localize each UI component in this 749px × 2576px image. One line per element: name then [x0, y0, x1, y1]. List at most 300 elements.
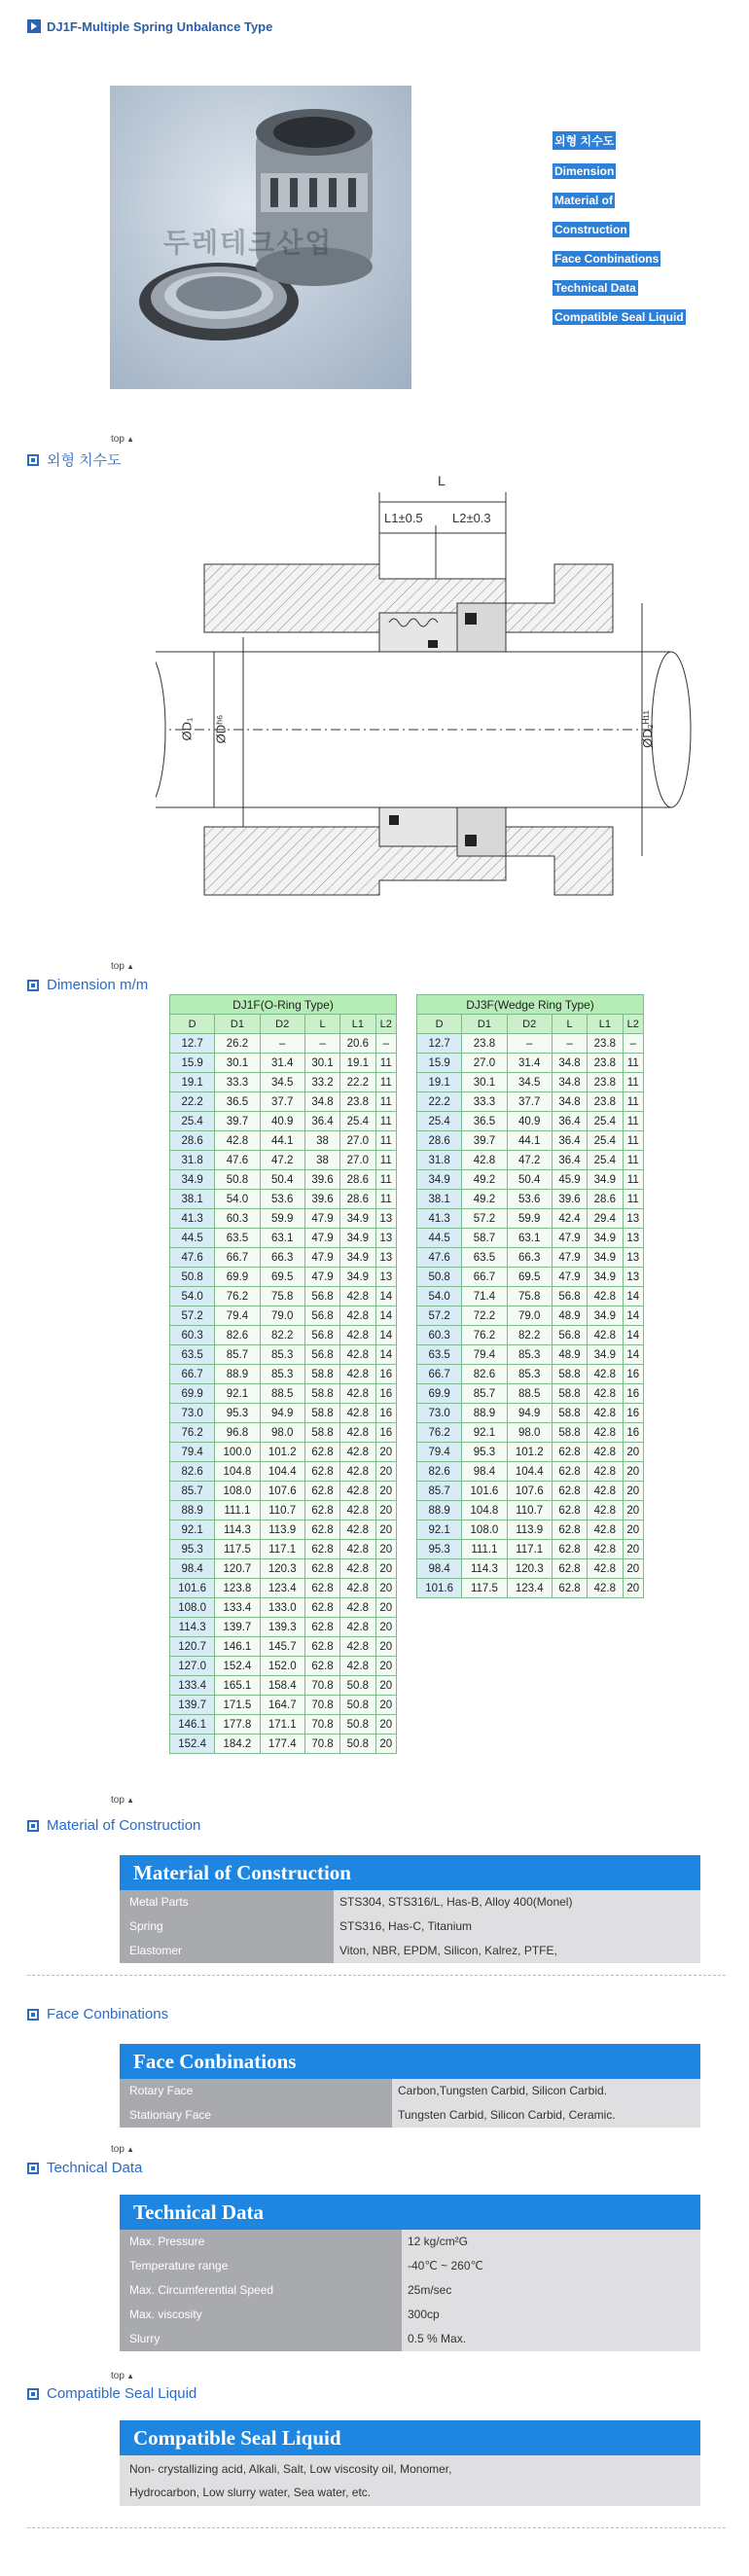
table-cell: 92.1 [215, 1384, 260, 1404]
table-cell: 42.8 [588, 1462, 623, 1482]
table-cell: 34.9 [588, 1345, 623, 1365]
hero-nav [553, 131, 686, 339]
table-cell: 23.8 [588, 1073, 623, 1092]
column-header: D [417, 1015, 462, 1034]
table-cell: 72.2 [462, 1306, 507, 1326]
table-cell: 42.8 [340, 1579, 375, 1598]
table-cell: 42.8 [340, 1501, 375, 1521]
link-construction[interactable]: Construction [554, 223, 627, 236]
table-cell: 50.8 [340, 1715, 375, 1735]
table-cell: – [552, 1034, 587, 1054]
table-cell: 11 [623, 1170, 643, 1190]
section-icon [27, 2388, 39, 2400]
table-cell: 76.2 [417, 1423, 462, 1443]
table-cell: – [375, 1034, 396, 1054]
table-cell: 23.8 [588, 1054, 623, 1073]
table-cell: 28.6 [588, 1190, 623, 1209]
table-cell: 42.8 [588, 1326, 623, 1345]
table-cell: 123.4 [507, 1579, 552, 1598]
table-cell: 11 [375, 1073, 396, 1092]
table-cell: 42.8 [340, 1618, 375, 1637]
table-cell: 42.8 [588, 1423, 623, 1443]
table-cell: 62.8 [304, 1501, 339, 1521]
column-header: D1 [215, 1015, 260, 1034]
table-row [170, 1423, 397, 1443]
table-cell: 177.8 [215, 1715, 260, 1735]
table-cell: 13 [623, 1248, 643, 1268]
table-cell: 127.0 [170, 1657, 215, 1676]
table-row [170, 1112, 397, 1131]
table-cell: 104.8 [215, 1462, 260, 1482]
table-cell: 47.9 [304, 1268, 339, 1287]
table-cell: 104.8 [462, 1501, 507, 1521]
table-cell: 20 [375, 1598, 396, 1618]
table-cell: – [260, 1034, 304, 1054]
table-cell: 82.6 [417, 1462, 462, 1482]
table-cell: 42.8 [588, 1404, 623, 1423]
table-cell: 11 [623, 1054, 643, 1073]
table-cell: 41.3 [417, 1209, 462, 1229]
table-cell: 73.0 [417, 1404, 462, 1423]
table-cell: 62.8 [552, 1559, 587, 1579]
table-row [170, 1209, 397, 1229]
table-cell: 50.8 [215, 1170, 260, 1190]
spec-value: Viton, NBR, EPDM, Silicon, Kalrez, PTFE, [334, 1939, 700, 1963]
top-link[interactable]: top ▲ [111, 2371, 134, 2381]
table-cell: 20 [375, 1462, 396, 1482]
table-cell: 25.4 [170, 1112, 215, 1131]
table-cell: 92.1 [462, 1423, 507, 1443]
section-title-material: Material of Construction [27, 1817, 200, 1834]
table-cell: 34.8 [552, 1073, 587, 1092]
table-cell: 25.4 [588, 1112, 623, 1131]
table-row [417, 1131, 644, 1151]
table-cell: 36.4 [552, 1131, 587, 1151]
column-header: L [304, 1015, 339, 1034]
table-cell: 11 [623, 1190, 643, 1209]
table-cell: 95.3 [170, 1540, 215, 1559]
table-cell: 48.9 [552, 1306, 587, 1326]
table-cell: 42.8 [340, 1598, 375, 1618]
table-cell: 30.1 [462, 1073, 507, 1092]
section-title-dimension: Dimension m/m [27, 977, 148, 993]
table-cell: 69.9 [417, 1384, 462, 1404]
table-cell: 152.4 [215, 1657, 260, 1676]
table-cell: 104.4 [260, 1462, 304, 1482]
table-cell: 47.9 [304, 1248, 339, 1268]
link-outline[interactable]: 외형 치수도 [553, 131, 616, 150]
table-cell: 36.5 [215, 1092, 260, 1112]
table-cell: 34.9 [340, 1248, 375, 1268]
table-cell: 20 [375, 1521, 396, 1540]
table-cell: 62.8 [552, 1521, 587, 1540]
table-cell: 16 [623, 1423, 643, 1443]
table-cell: 14 [623, 1306, 643, 1326]
table-row [170, 1248, 397, 1268]
table-cell: 63.5 [462, 1248, 507, 1268]
table-cell: 39.6 [552, 1190, 587, 1209]
face-heading: Face Conbinations [120, 2044, 700, 2079]
table-cell: 42.8 [340, 1482, 375, 1501]
table-cell: 152.4 [170, 1735, 215, 1754]
table-caption: DJ1F(O-Ring Type) [170, 995, 397, 1015]
page-title-bar [27, 18, 272, 35]
table-cell: 11 [623, 1151, 643, 1170]
table-row [170, 1345, 397, 1365]
table-row [170, 1521, 397, 1540]
table-cell: 36.5 [462, 1112, 507, 1131]
table-cell: 28.6 [340, 1190, 375, 1209]
table-cell: 108.0 [170, 1598, 215, 1618]
table-cell: 108.0 [462, 1521, 507, 1540]
table-cell: 82.6 [462, 1365, 507, 1384]
technical-heading: Technical Data [120, 2195, 700, 2230]
table-cell: 54.0 [417, 1287, 462, 1306]
table-cell: 47.9 [552, 1248, 587, 1268]
table-cell: 34.5 [260, 1073, 304, 1092]
table-cell: 33.2 [304, 1073, 339, 1092]
table-row [170, 1540, 397, 1559]
top-link[interactable]: top ▲ [111, 434, 134, 445]
spec-value: STS304, STS316/L, Has-B, Alloy 400(Monel) [334, 1890, 700, 1914]
table-row [170, 1676, 397, 1696]
table-cell: 11 [375, 1112, 396, 1131]
section-icon [27, 454, 39, 466]
table-cell: 63.5 [215, 1229, 260, 1248]
table-cell: 14 [623, 1287, 643, 1306]
spec-label: Slurry [120, 2327, 402, 2351]
table-cell: 60.3 [215, 1209, 260, 1229]
table-cell: 20.6 [340, 1034, 375, 1054]
table-cell: 16 [375, 1423, 396, 1443]
table-row [170, 1384, 397, 1404]
table-cell: 20 [375, 1618, 396, 1637]
table-cell: 75.8 [507, 1287, 552, 1306]
table-cell: 58.8 [304, 1423, 339, 1443]
table-cell: 42.8 [215, 1131, 260, 1151]
column-header: L1 [588, 1015, 623, 1034]
table-cell: 62.8 [304, 1462, 339, 1482]
table-row [170, 1092, 397, 1112]
table-cell: 34.8 [304, 1092, 339, 1112]
table-cell: 47.2 [260, 1151, 304, 1170]
table-row [417, 1054, 644, 1073]
table-cell: 42.8 [588, 1501, 623, 1521]
table-cell: 63.5 [417, 1345, 462, 1365]
table-cell: 12.7 [417, 1034, 462, 1054]
table-cell: 63.1 [507, 1229, 552, 1248]
liquid-box [120, 2420, 700, 2506]
table-cell: 145.7 [260, 1637, 304, 1657]
spec-value: 300cp [402, 2303, 700, 2327]
table-row [170, 1054, 397, 1073]
table-cell: 16 [623, 1384, 643, 1404]
table-row [170, 1637, 397, 1657]
spec-value: Tungsten Carbid, Silicon Carbid, Ceramic. [392, 2103, 700, 2128]
section-title-liquid: Compatible Seal Liquid [27, 2385, 196, 2402]
table-cell: 79.4 [417, 1443, 462, 1462]
top-link[interactable]: top ▲ [111, 2144, 134, 2155]
table-cell: 117.1 [260, 1540, 304, 1559]
table-cell: 20 [623, 1540, 643, 1559]
table-cell: 19.1 [417, 1073, 462, 1092]
liquid-line: Hydrocarbon, Low slurry water, Sea water, etc. [129, 2486, 372, 2499]
table-cell: 53.6 [507, 1190, 552, 1209]
table-cell: 20 [623, 1462, 643, 1482]
table-cell: 62.8 [304, 1540, 339, 1559]
table-cell: 62.8 [304, 1482, 339, 1501]
table-cell: 56.8 [304, 1306, 339, 1326]
table-row [170, 1034, 397, 1054]
table-cell: 146.1 [215, 1637, 260, 1657]
table-cell: 53.6 [260, 1190, 304, 1209]
table-cell: 100.0 [215, 1443, 260, 1462]
column-header: D2 [260, 1015, 304, 1034]
table-cell: 66.7 [215, 1248, 260, 1268]
table-cell: 20 [375, 1657, 396, 1676]
table-cell: 139.3 [260, 1618, 304, 1637]
table-cell: 59.9 [260, 1209, 304, 1229]
spec-row [120, 1939, 700, 1963]
table-cell: 22.2 [340, 1073, 375, 1092]
link-face[interactable]: Face Conbinations [554, 252, 660, 266]
spec-label: Spring [120, 1914, 334, 1939]
table-cell: 104.4 [507, 1462, 552, 1482]
link-technical[interactable]: Technical Data [554, 281, 636, 295]
table-cell: 82.2 [260, 1326, 304, 1345]
link-liquid[interactable]: Compatible Seal Liquid [554, 310, 684, 324]
table-cell: 12.7 [170, 1034, 215, 1054]
liquid-heading: Compatible Seal Liquid [120, 2420, 700, 2455]
table-cell: 57.2 [417, 1306, 462, 1326]
table-row [417, 1326, 644, 1345]
table-cell: 37.7 [260, 1092, 304, 1112]
table-row [417, 1092, 644, 1112]
table-row [170, 1306, 397, 1326]
table-cell: 107.6 [507, 1482, 552, 1501]
table-cell: 177.4 [260, 1735, 304, 1754]
table-cell: 36.4 [304, 1112, 339, 1131]
table-row [417, 1209, 644, 1229]
spec-value: -40℃ ~ 260℃ [402, 2254, 700, 2278]
table-row [417, 1151, 644, 1170]
table-cell: 63.1 [260, 1229, 304, 1248]
table-cell: 62.8 [304, 1598, 339, 1618]
table-cell: 62.8 [304, 1657, 339, 1676]
table-cell: 25.4 [340, 1112, 375, 1131]
table-cell: 42.8 [588, 1443, 623, 1462]
section-title-technical: Technical Data [27, 2160, 142, 2176]
spec-value: 25m/sec [402, 2278, 700, 2303]
table-cell: 113.9 [507, 1521, 552, 1540]
table-cell: 59.9 [507, 1209, 552, 1229]
table-cell: 85.3 [260, 1345, 304, 1365]
table-cell: 139.7 [170, 1696, 215, 1715]
table-cell: 42.8 [340, 1423, 375, 1443]
table-cell: 50.8 [417, 1268, 462, 1287]
table-cell: 25.4 [417, 1112, 462, 1131]
table-cell: 25.4 [588, 1151, 623, 1170]
spec-value: Carbon,Tungsten Carbid, Silicon Carbid. [392, 2079, 700, 2103]
spec-row [120, 2254, 700, 2278]
table-cell: 66.3 [507, 1248, 552, 1268]
table-cell: 47.9 [304, 1209, 339, 1229]
table-cell: 44.1 [507, 1131, 552, 1151]
table-row [417, 1423, 644, 1443]
table-row [170, 1579, 397, 1598]
table-cell: 85.7 [215, 1345, 260, 1365]
table-cell: 95.3 [462, 1443, 507, 1462]
spec-value: 12 kg/cm²G [402, 2230, 700, 2254]
table-row [417, 1170, 644, 1190]
table-cell: 42.8 [340, 1637, 375, 1657]
table-row [170, 1190, 397, 1209]
table-cell: 34.9 [340, 1229, 375, 1248]
table-cell: 23.8 [462, 1034, 507, 1054]
table-cell: 85.3 [507, 1365, 552, 1384]
table-cell: 123.4 [260, 1579, 304, 1598]
table-cell: 48.9 [552, 1345, 587, 1365]
table-cell: 66.7 [170, 1365, 215, 1384]
table-cell: 133.4 [215, 1598, 260, 1618]
table-row [170, 1268, 397, 1287]
table-cell: 50.8 [340, 1676, 375, 1696]
spec-label: Max. viscosity [120, 2303, 402, 2327]
table-cell: 62.8 [304, 1443, 339, 1462]
table-cell: 47.6 [417, 1248, 462, 1268]
table-cell: 62.8 [552, 1462, 587, 1482]
table-cell: 16 [623, 1365, 643, 1384]
table-cell: 98.0 [260, 1423, 304, 1443]
table-cell: 56.8 [304, 1287, 339, 1306]
table-row [417, 1345, 644, 1365]
spec-label: Temperature range [120, 2254, 402, 2278]
dim-label-D2: ØD₂ᴴ¹¹ [639, 710, 655, 748]
table-cell: 34.9 [588, 1170, 623, 1190]
table-cell: 79.4 [462, 1345, 507, 1365]
table-cell: 76.2 [462, 1326, 507, 1345]
table-cell: 42.8 [340, 1287, 375, 1306]
table-row [170, 1131, 397, 1151]
material-heading: Material of Construction [120, 1855, 700, 1890]
table-cell: 34.9 [588, 1306, 623, 1326]
table-cell: 31.8 [170, 1151, 215, 1170]
spec-value: 0.5 % Max. [402, 2327, 700, 2351]
table-cell: 123.8 [215, 1579, 260, 1598]
table-row [417, 1229, 644, 1248]
table-cell: 30.1 [304, 1054, 339, 1073]
table-cell: 62.8 [304, 1579, 339, 1598]
table-cell: 34.9 [340, 1268, 375, 1287]
table-cell: 20 [623, 1521, 643, 1540]
table-cell: 108.0 [215, 1482, 260, 1501]
table-cell: 94.9 [507, 1404, 552, 1423]
table-cell: 13 [375, 1248, 396, 1268]
top-link[interactable]: top ▲ [111, 1795, 134, 1806]
column-header: D [170, 1015, 215, 1034]
table-row [170, 1462, 397, 1482]
table-cell: 39.6 [304, 1170, 339, 1190]
table-row [170, 1482, 397, 1501]
table-cell: 27.0 [462, 1054, 507, 1073]
table-cell: 34.9 [340, 1209, 375, 1229]
table-cell: 58.8 [552, 1423, 587, 1443]
dim-label-L1: L1±0.5 [384, 511, 423, 525]
table-cell: 22.2 [417, 1092, 462, 1112]
table-cell: 101.6 [462, 1482, 507, 1501]
table-cell: 58.8 [552, 1384, 587, 1404]
table-row [170, 1696, 397, 1715]
link-dimension[interactable]: Dimension [554, 164, 615, 178]
table-cell: 56.8 [304, 1345, 339, 1365]
table-cell: 66.7 [417, 1365, 462, 1384]
table-cell: 82.6 [215, 1326, 260, 1345]
table-cell: 42.8 [340, 1462, 375, 1482]
table-cell: 120.3 [507, 1559, 552, 1579]
table-cell: 139.7 [215, 1618, 260, 1637]
table-cell: 98.4 [417, 1559, 462, 1579]
table-cell: 85.3 [507, 1345, 552, 1365]
spec-row [120, 2278, 700, 2303]
table-cell: 22.2 [170, 1092, 215, 1112]
table-row [417, 1521, 644, 1540]
table-cell: 164.7 [260, 1696, 304, 1715]
table-cell: 92.1 [170, 1521, 215, 1540]
table-cell: 101.6 [170, 1579, 215, 1598]
link-material-of[interactable]: Material of [554, 194, 614, 207]
table-cell: 111.1 [215, 1501, 260, 1521]
table-row [417, 1365, 644, 1384]
dim-label-L2: L2±0.3 [452, 511, 491, 525]
dim-label-D1: ØD₁ [179, 717, 195, 741]
table-cell: 62.8 [304, 1521, 339, 1540]
table-cell: 41.3 [170, 1209, 215, 1229]
column-header: D2 [507, 1015, 552, 1034]
spec-value: STS316, Has-C, Titanium [334, 1914, 700, 1939]
table-cell: 20 [623, 1559, 643, 1579]
table-cell: 133.0 [260, 1598, 304, 1618]
table-cell: 60.3 [170, 1326, 215, 1345]
table-cell: 11 [375, 1151, 396, 1170]
table-cell: 60.3 [417, 1326, 462, 1345]
table-cell: 47.9 [552, 1229, 587, 1248]
table-cell: 146.1 [170, 1715, 215, 1735]
table-cell: 50.4 [260, 1170, 304, 1190]
table-row [170, 1618, 397, 1637]
table-cell: 88.9 [462, 1404, 507, 1423]
table-cell: 42.8 [340, 1559, 375, 1579]
table-cell: 63.5 [170, 1345, 215, 1365]
table-cell: 71.4 [462, 1287, 507, 1306]
table-row [170, 1715, 397, 1735]
table-cell: 20 [375, 1501, 396, 1521]
table-cell: 50.8 [340, 1735, 375, 1754]
table-cell: 50.8 [170, 1268, 215, 1287]
spec-row [120, 2079, 700, 2103]
table-cell: 20 [375, 1540, 396, 1559]
table-cell: 62.8 [552, 1579, 587, 1598]
table-cell: 28.6 [340, 1170, 375, 1190]
top-link[interactable]: top ▲ [111, 961, 134, 972]
table-cell: 57.2 [462, 1209, 507, 1229]
table-cell: 23.8 [340, 1092, 375, 1112]
table-cell: 14 [375, 1326, 396, 1345]
table-cell: 70.8 [304, 1735, 339, 1754]
table-cell: 101.2 [260, 1443, 304, 1462]
table-cell: 62.8 [552, 1540, 587, 1559]
table-cell: 58.8 [304, 1365, 339, 1384]
table-cell: 16 [375, 1404, 396, 1423]
